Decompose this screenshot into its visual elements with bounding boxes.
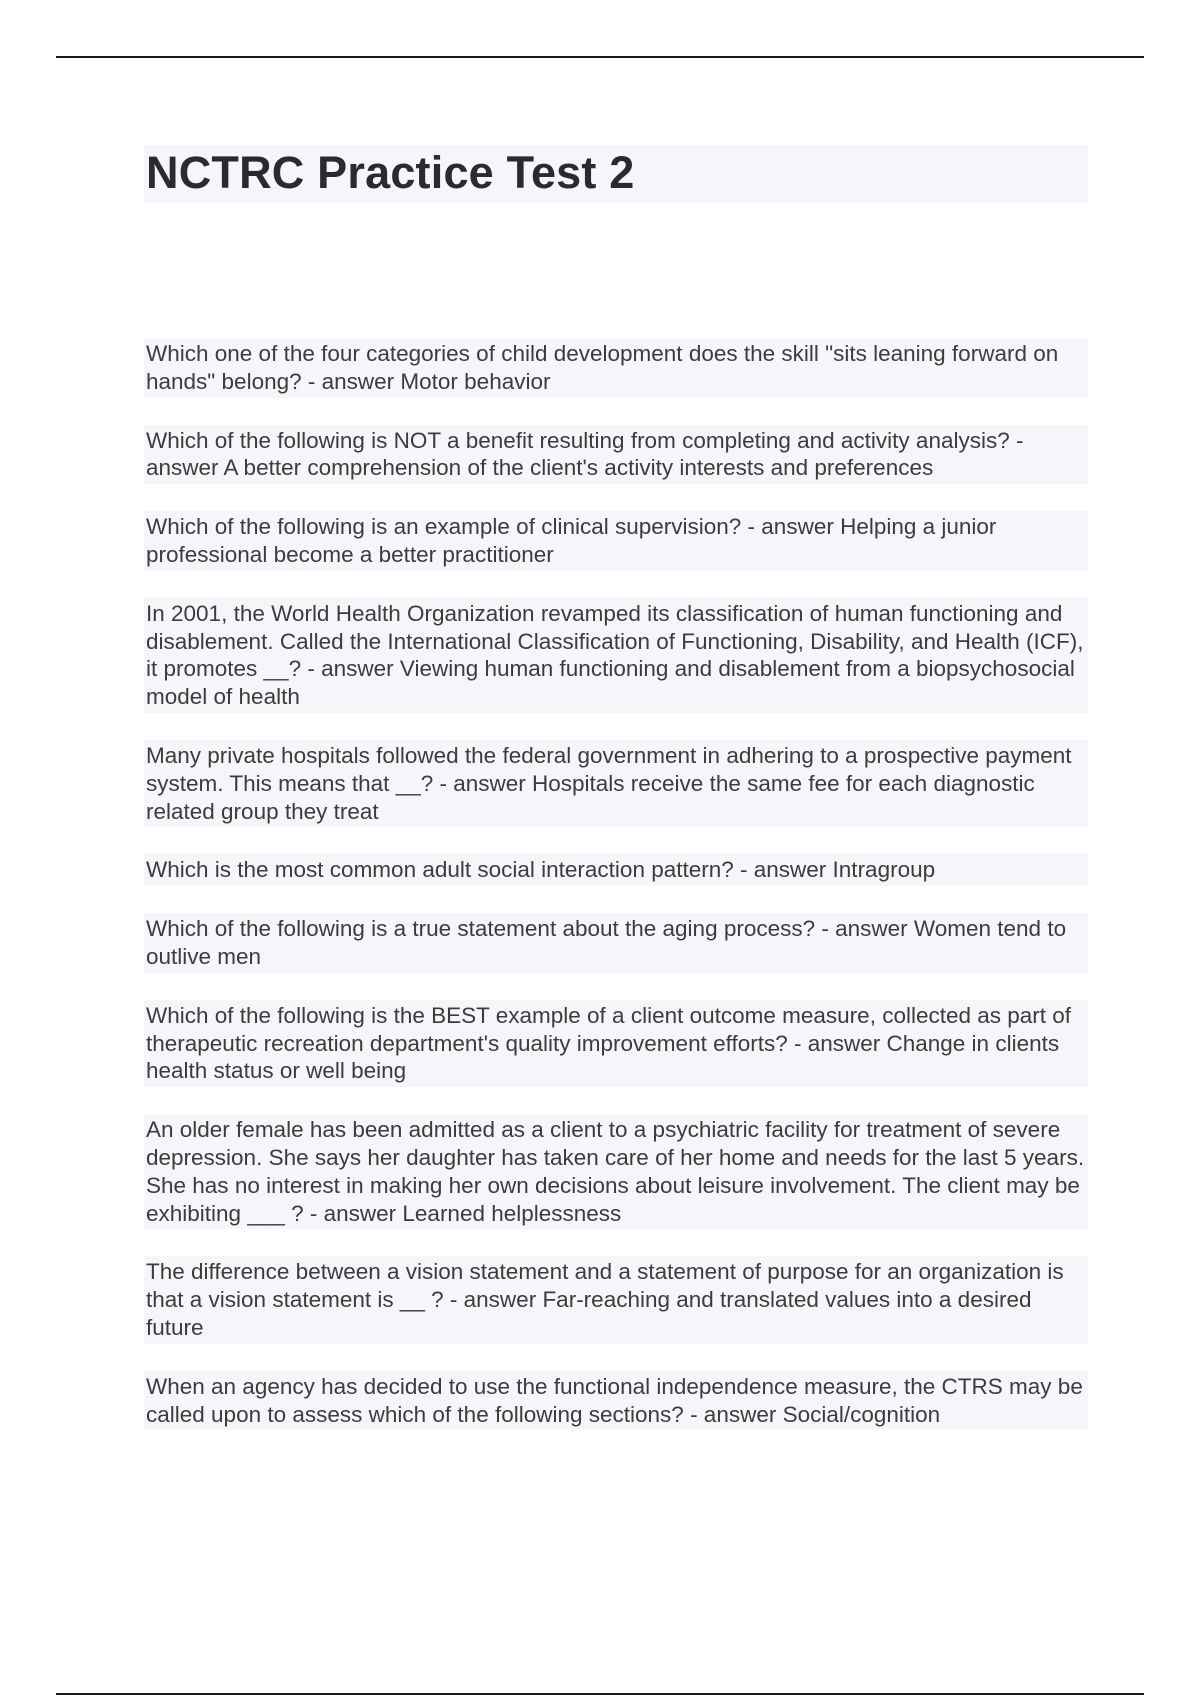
top-divider [56,56,1144,58]
qa-item-2: Which of the following is NOT a benefit resulting from completing and activity analysis? - answer A better comprehension of the client's activity interests and preferences [144,425,1088,485]
qa-item-9: An older female has been admitted as a client to a psychiatric facility for treatment of severe depression. She says her daughter has taken care of her home and needs for the last 5 years. She has no interest in making her own decisions about leisure involvement. The client may be exhibiting ___ ? - answer Learned helplessness [144,1114,1088,1229]
qa-item-11: When an agency has decided to use the functional independence measure, the CTRS may be called upon to assess which of the following sections? - answer Social/cognition [144,1371,1088,1431]
qa-item-5: Many private hospitals followed the federal government in adhering to a prospective payment system. This means that __? - answer Hospitals receive the same fee for each diagnostic related group they treat [144,740,1088,827]
qa-item-8: Which of the following is the BEST example of a client outcome measure, collected as part of therapeutic recreation department's quality improvement efforts? - answer Change in clients health status or well being [144,1000,1088,1087]
qa-item-6: Which is the most common adult social interaction pattern? - answer Intragroup [144,854,1088,886]
qa-item-7: Which of the following is a true statement about the aging process? - answer Women tend to outlive men [144,913,1088,973]
qa-item-3: Which of the following is an example of clinical supervision? - answer Helping a junior professional become a better practitioner [144,511,1088,571]
qa-list [144,338,1088,1457]
qa-item-10: The difference between a vision statement and a statement of purpose for an organization is that a vision statement is __ ? - answer Far-reaching and translated values into a desired future [144,1256,1088,1343]
qa-item-1: Which one of the four categories of child development does the skill "sits leaning forward on hands" belong? - answer Motor behavior [144,338,1088,398]
bottom-divider [56,1693,1144,1695]
qa-item-4: In 2001, the World Health Organization revamped its classification of human functioning and disablement. Called the International Classification of Functioning, Disability, and Health (ICF), it promotes __? - answer Viewing human functioning and disablement from a biopsychosocial model of health [144,598,1088,713]
document-title: NCTRC Practice Test 2 [146,147,635,198]
